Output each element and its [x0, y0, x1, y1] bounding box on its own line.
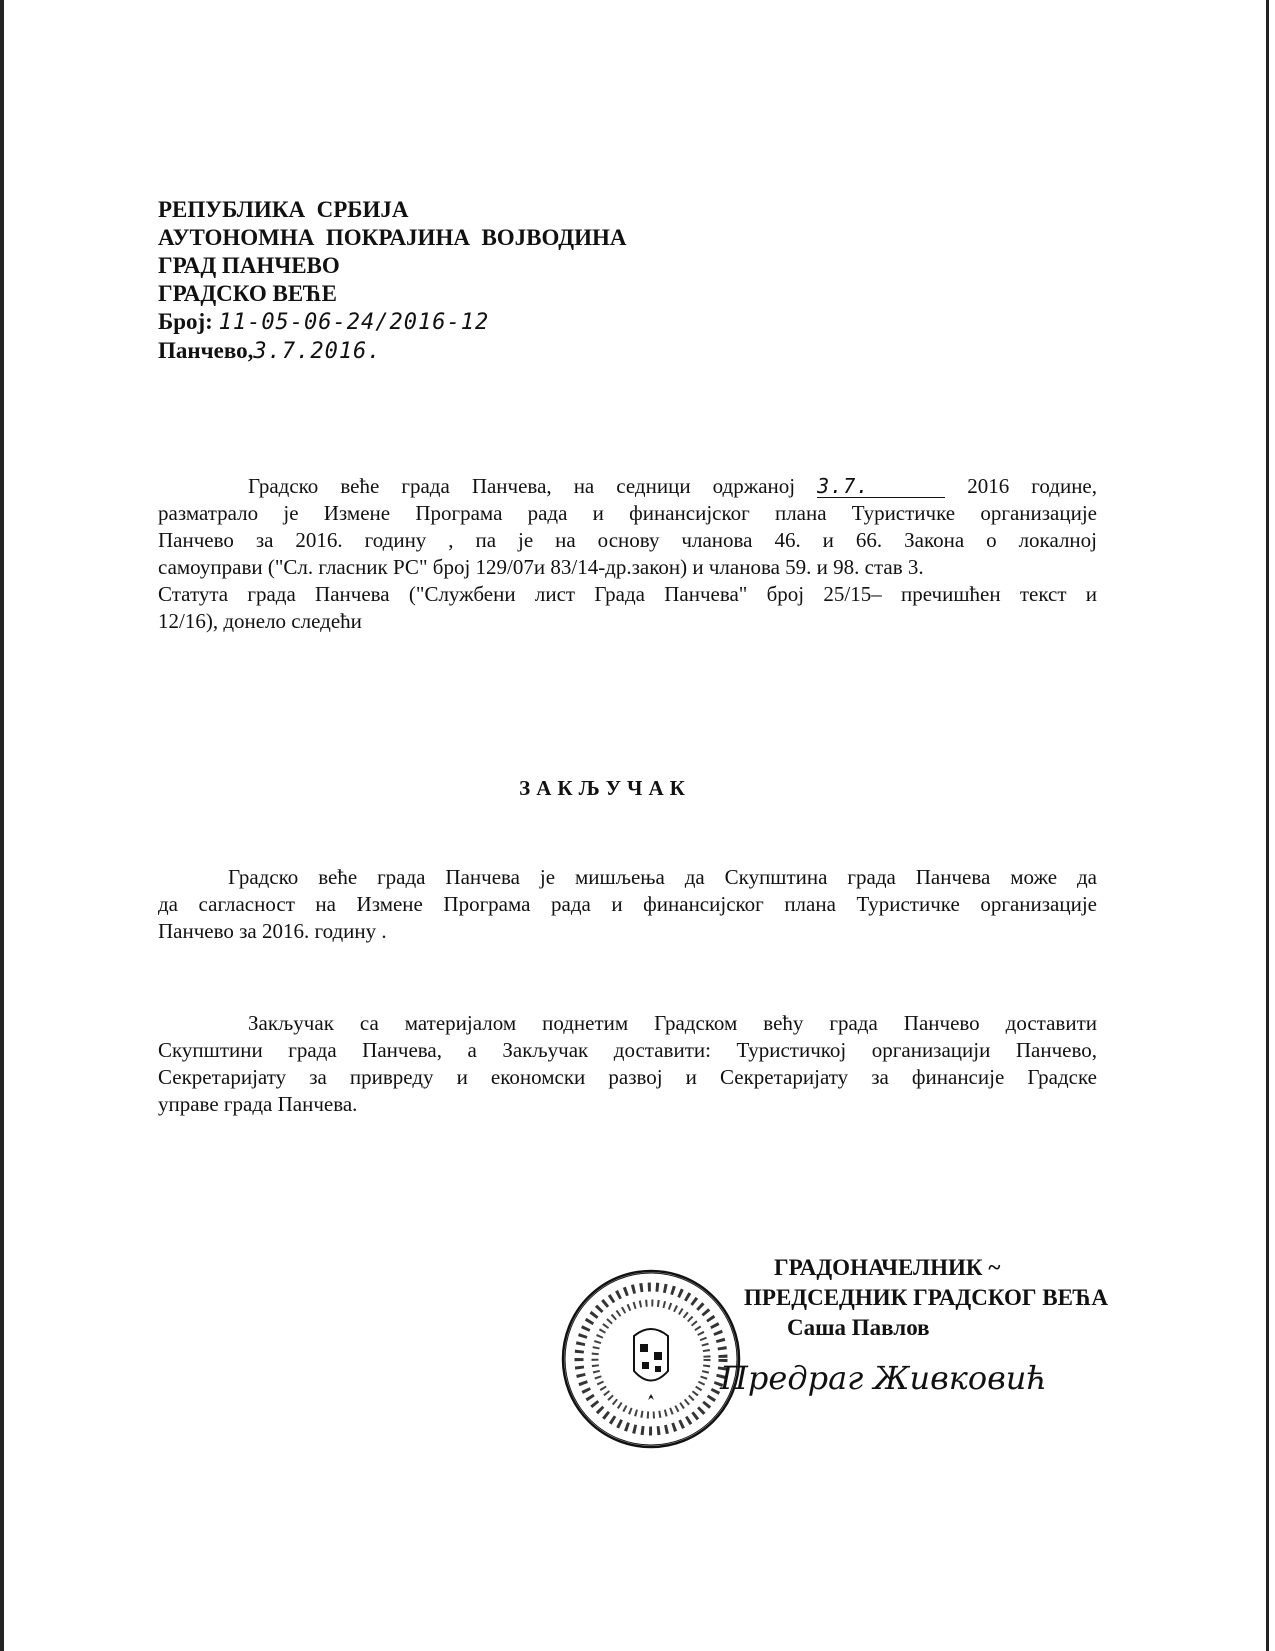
intro-line: разматрало је Измене Програма рада и финансијског плана Туристичке организације [158, 501, 1097, 525]
scan-edge-right [1266, 0, 1269, 1651]
conclusion-line: да сагласност на Измене Програма рада и финансијског плана Туристичке организације [158, 892, 1097, 916]
header-line: АУТОНОМНА ПОКРАЈИНА ВОЈВОДИНА [158, 225, 627, 250]
intro-line [158, 473, 1097, 500]
official-seal [560, 1268, 742, 1450]
header-line: ГРАД ПАНЧЕВО [158, 253, 340, 278]
delivery-line: управе града Панчева. [158, 1092, 358, 1116]
intro-paragraph [158, 473, 1097, 635]
document-title: ЗАКЉУЧАК [519, 776, 691, 800]
handwritten-signature: Предраг Живковић [720, 1359, 1047, 1397]
intro-line: Панчево за 2016. годину , па је на основу чланова 46. и 66. Закона о локалној [158, 528, 1097, 552]
number-handwritten: 11-05-06-24/2016-12 [218, 310, 490, 335]
header-line: ГРАДСКО ВЕЋЕ [158, 281, 337, 306]
place-label: Панчево, [158, 338, 254, 363]
signature-block [744, 1253, 1108, 1343]
delivery-line: Закључак са материјалом поднетим Градском већу града Панчево доставити [248, 1011, 1097, 1035]
conclusion-line: Панчево за 2016. годину . [158, 919, 387, 943]
delivery-paragraph [158, 1010, 1097, 1118]
scan-edge-left [0, 0, 4, 1651]
session-date-handwritten: 3.7. [817, 474, 870, 498]
date-handwritten: 3.7.2016. [253, 339, 382, 364]
intro-line1-start: Градско веће града Панчева, на седници одржаној [248, 474, 796, 498]
intro-line: 12/16), донело следећи [158, 609, 362, 633]
document-number [158, 308, 626, 337]
intro-line: самоуправи ("Сл. гласник РС" број 129/07и 83/14-др.закон) и чланова 59. и 98. став 3. [158, 555, 924, 579]
signatory-title: ГРАДОНАЧЕЛНИК ~ [774, 1255, 1001, 1280]
number-label: Број: [158, 309, 213, 334]
document-header [158, 196, 626, 366]
intro-line: Статута града Панчева ("Службени лист Града Панчева" број 25/15– пречишћен текст и [158, 582, 1097, 606]
header-line: РЕПУБЛИКА СРБИЈА [158, 197, 409, 222]
session-date-blank [817, 475, 945, 498]
intro-line1-end: 2016 године, [967, 474, 1098, 498]
delivery-line: Секретаријату за привреду и економски развој и Секретаријату за финансије Градске [158, 1065, 1097, 1089]
signatory-name: Саша Павлов [787, 1315, 930, 1340]
conclusion-line: Градско веће града Панчева је мишљења да Скупштина града Панчева може да [228, 865, 1097, 889]
document-date [158, 337, 626, 366]
conclusion-paragraph [158, 864, 1097, 945]
coat-of-arms-icon [634, 1329, 668, 1400]
signatory-role: ПРЕДСЕДНИК ГРАДСКОГ ВЕЋА [744, 1285, 1108, 1310]
delivery-line: Скупштини града Панчева, а Закључак доставити: Туристичкој организацији Панчево, [158, 1038, 1097, 1062]
